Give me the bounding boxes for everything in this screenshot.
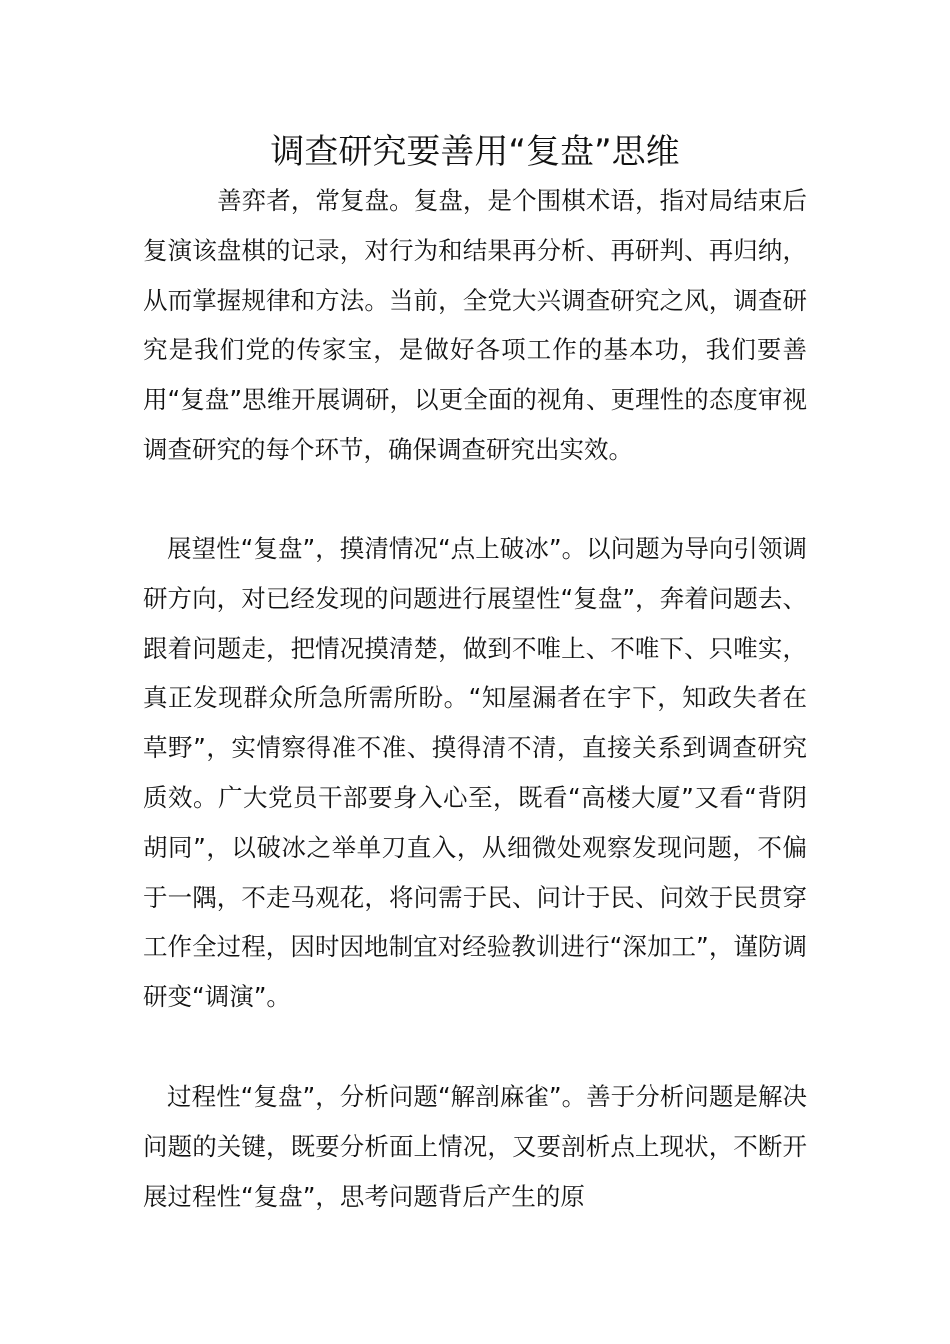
paragraph-intro [143,176,807,475]
paragraph-outlook-review [143,524,807,1022]
page-title: 调查研究要善用“复盘”思维 [270,132,680,172]
paragraph-text: 展望性“复盘”，摸清情况“点上破冰”。以问题为导向引领调研方向，对已经发现的问题进行展望性“复盘”，奔着问题去、跟着问题走，把情况摸清楚，做到不唯上、不唯下、只唯实，真正发现群众所急所需所盼。“知屋漏者在宇下，知政失者在草野”，实情察得准不准、摸得清不清，直接关系到调查研究质效。广大党员干部要身入心至，既看“高楼大厦”又看“背阴胡同”，以破冰之举单刀直入，从细微处观察发现问题，不偏于一隅，不走马观花，将问需于民、问计于民、问效于民贯穿工作全过程，因时因地制宜对经验教训进行“深加工”，谨防调研变“调演”。 [143,534,807,1012]
paragraph-text: 过程性“复盘”，分析问题“解剖麻雀”。善于分析问题是解决问题的关键，既要分析面上情况，又要剖析点上现状，不断开展过程性“复盘”，思考问题背后产生的原 [143,1082,807,1211]
paragraph-process-review [143,1072,807,1221]
paragraph-text: 善弈者，常复盘。复盘，是个围棋术语，指对局结束后复演该盘棋的记录，对行为和结果再分析、再研判、再归纳，从而掌握规律和方法。当前，全党大兴调查研究之风，调查研究是我们党的传家宝，是做好各项工作的基本功，我们要善用“复盘”思维开展调研，以更全面的视角、更理性的态度审视调查研究的每个环节，确保调查研究出实效。 [143,186,807,464]
